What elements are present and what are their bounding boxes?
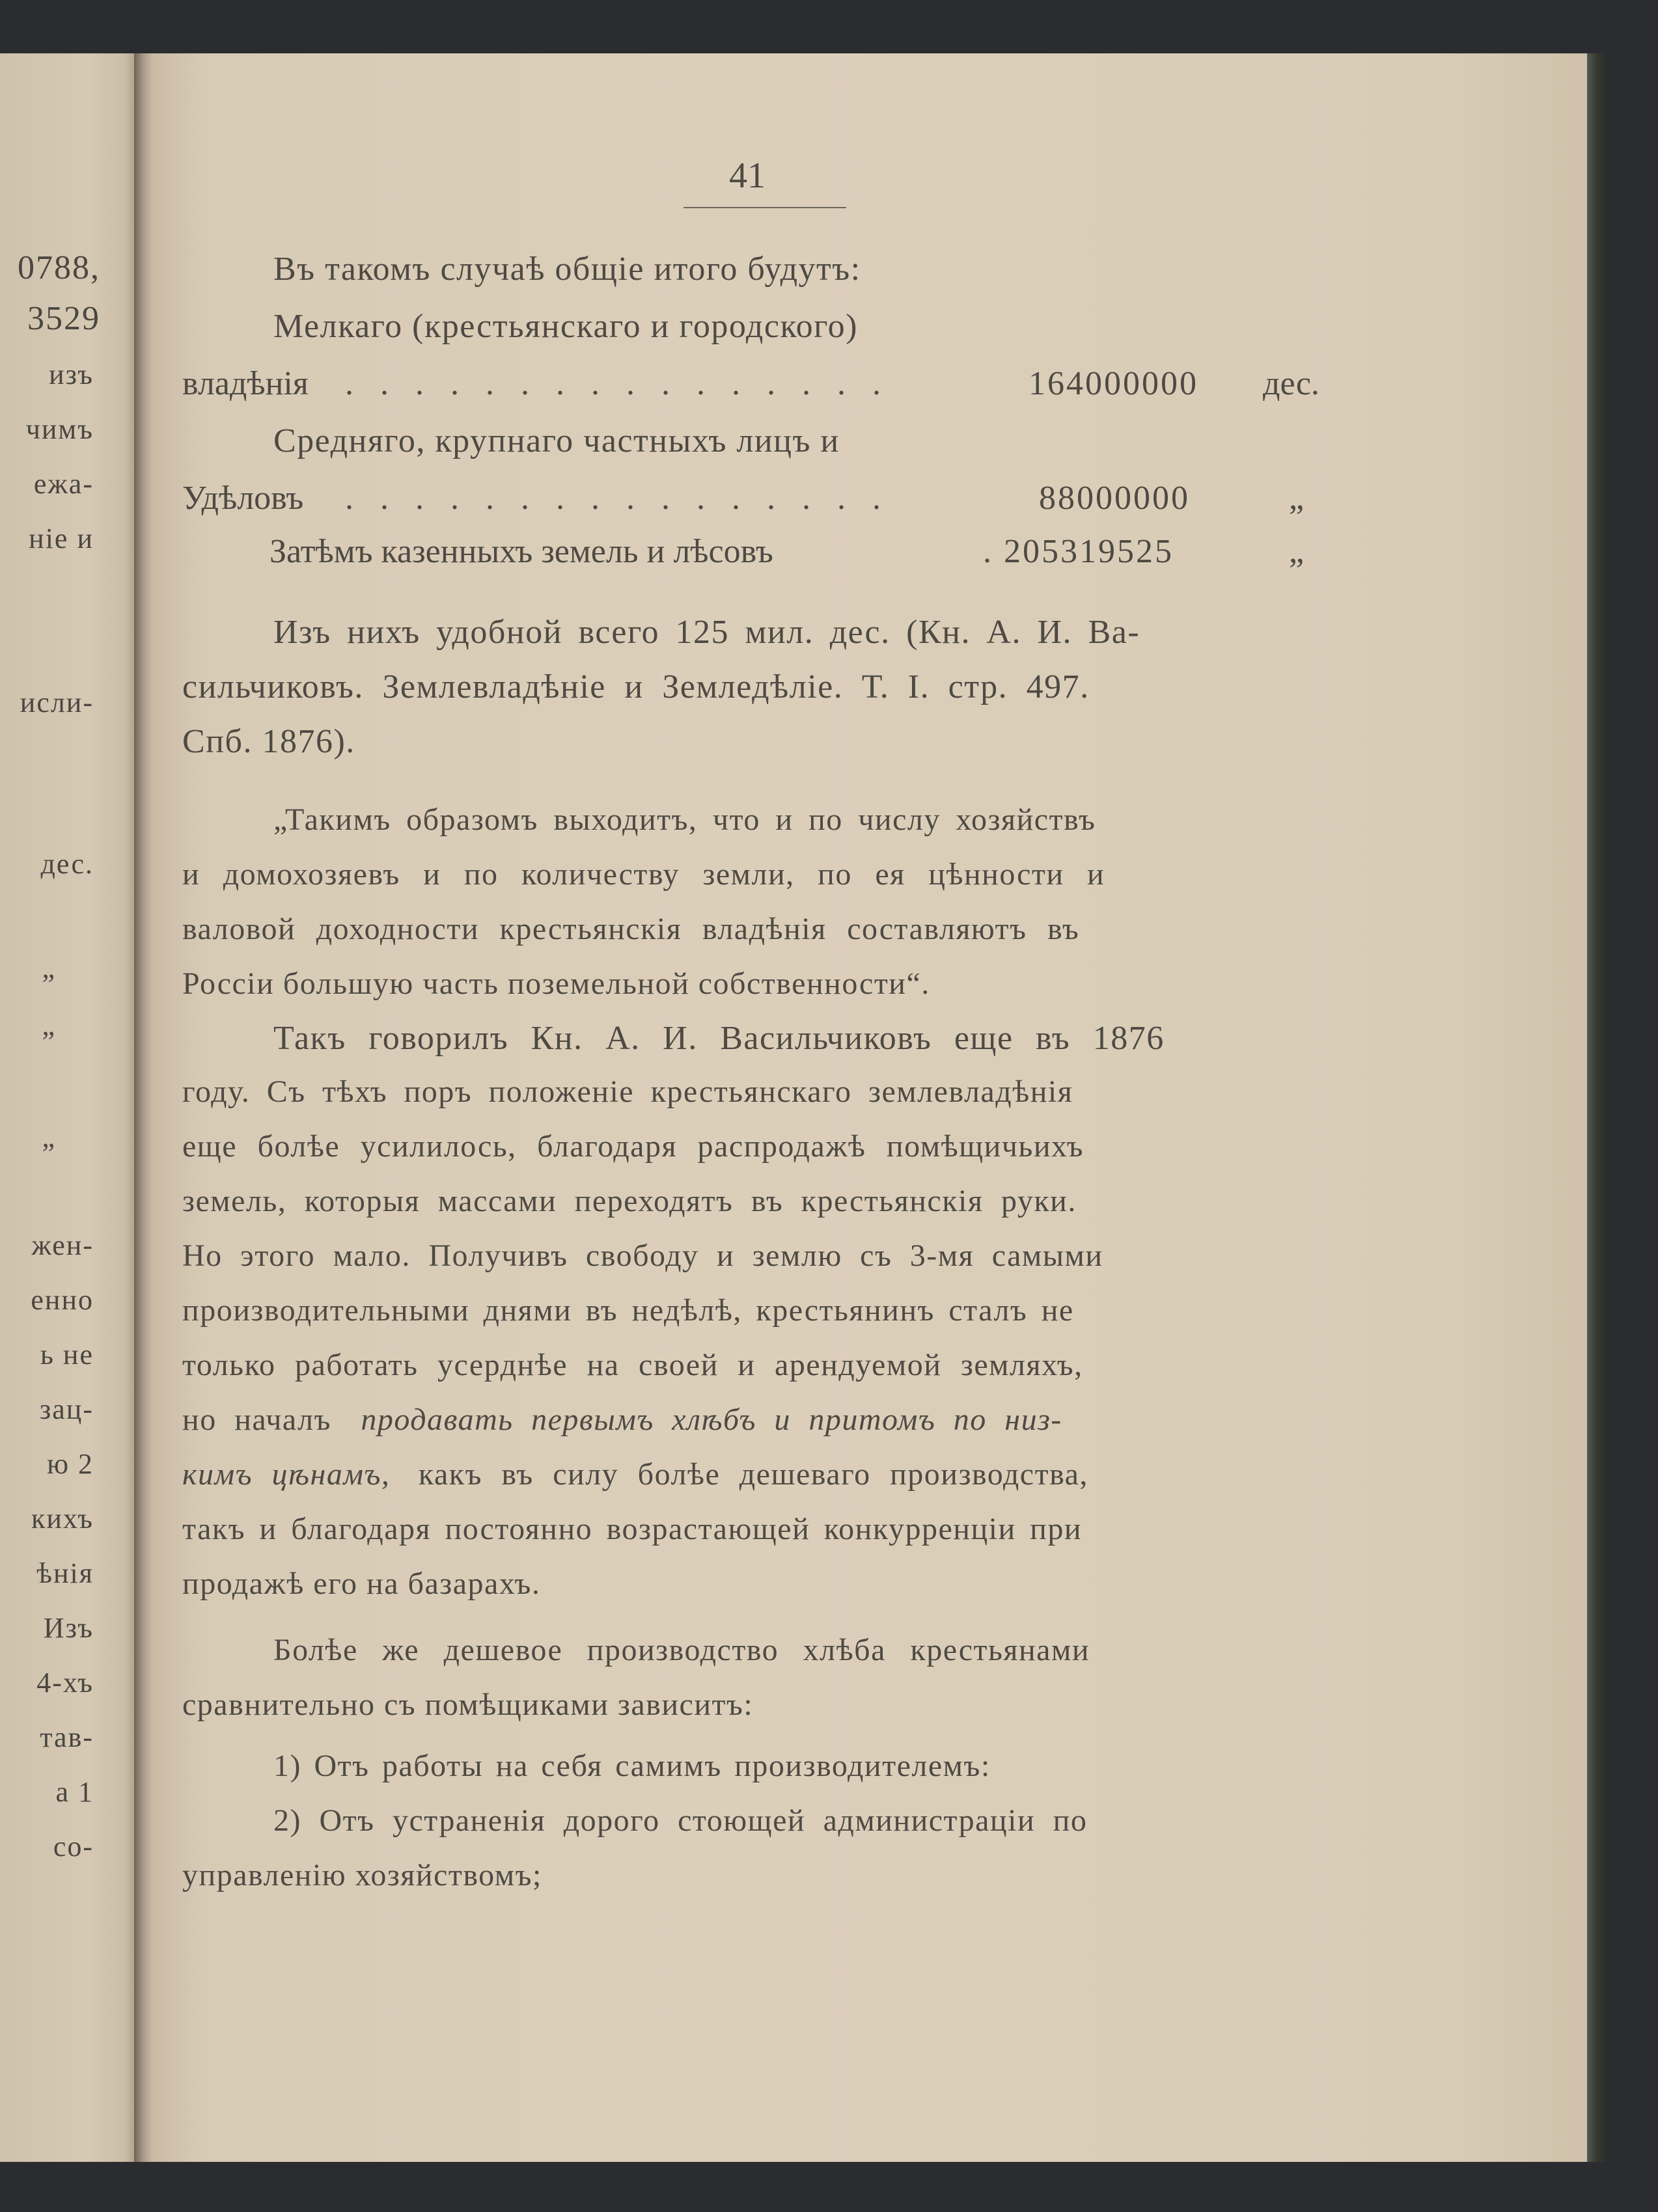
left-line: жен- — [31, 1229, 94, 1261]
row2-value: 88000000 — [1039, 480, 1190, 517]
left-line: тав- — [40, 1721, 94, 1753]
para1-line: Спб. 1876). — [182, 723, 355, 760]
left-line: кихъ — [31, 1503, 94, 1535]
leader-dots: . . . . . . . . . . . . . . . . — [345, 365, 890, 402]
para3-line: году. Съ тѣхъ поръ положеніе крестьянскаго землевладѣнія — [182, 1074, 1073, 1109]
row1-label-b: владѣнія — [182, 365, 309, 402]
plain-text: какъ въ силу болѣе дешеваго производства, — [418, 1457, 1088, 1492]
plain-text: но началъ — [182, 1402, 331, 1437]
left-line: чимъ — [25, 413, 94, 445]
left-line: ю 2 — [47, 1448, 94, 1480]
row1-value: 164000000 — [1029, 365, 1198, 402]
para3-mixed-line — [182, 1402, 1062, 1438]
left-line: изъ — [49, 359, 94, 390]
leader-dots: . . . . . . . . . . . . . . . . — [345, 480, 890, 517]
para3-mixed-line — [182, 1456, 1088, 1492]
page-number-rule — [684, 207, 846, 208]
row2-label-a: Средняго, крупнаго частныхъ лицъ и — [273, 422, 840, 459]
left-line: ѣнія — [36, 1557, 94, 1589]
row3-unit: „ — [1289, 533, 1305, 570]
left-line: „ — [42, 1121, 56, 1153]
para3-line: производительными днями въ недѣлѣ, крестьянинъ сталъ не — [182, 1293, 1074, 1328]
left-line: дес. — [40, 848, 94, 880]
left-line: зац- — [39, 1393, 94, 1425]
left-line: исли- — [20, 687, 94, 718]
para4-line: Болѣе же дешевое производство хлѣба крестьянами — [273, 1633, 1090, 1667]
italic-emphasis: продавать первымъ хлѣбъ и притомъ по низ- — [361, 1402, 1062, 1437]
para3-line: продажѣ его на базарахъ. — [182, 1566, 541, 1601]
row3-value: . 205319525 — [983, 533, 1174, 570]
left-page-fragment — [0, 53, 147, 2162]
italic-emphasis: кимъ цѣнамъ, — [182, 1457, 391, 1492]
left-line: енно — [31, 1284, 94, 1316]
left-line: со- — [53, 1831, 94, 1863]
para3-line: такъ и благодаря постоянно возрастающей конкурренціи при — [182, 1512, 1083, 1546]
para2-line: Россіи большую часть поземельной собственности“. — [182, 966, 930, 1001]
row1-label-a: Мелкаго (крестьянскаго и городского) — [273, 308, 858, 345]
para3-line: земель, которыя массами переходятъ въ крестьянскія руки. — [182, 1184, 1077, 1218]
left-line: 0788, — [18, 249, 100, 286]
row1-unit: дес. — [1263, 365, 1319, 402]
para3-line: Но этого мало. Получивъ свободу и землю съ 3-мя самыми — [182, 1238, 1103, 1273]
row2-unit: „ — [1289, 480, 1305, 517]
left-line: 3529 — [27, 300, 100, 337]
totals-intro: Въ такомъ случаѣ общіе итого будутъ: — [273, 251, 861, 288]
para2-line: и домохозяевъ и по количеству земли, по ея цѣнности и — [182, 857, 1105, 892]
para3-line: еще болѣе усилилось, благодаря распродажѣ помѣщичьихъ — [182, 1129, 1084, 1164]
list-item-1: 1) Отъ работы на себя самимъ производителемъ: — [273, 1749, 991, 1783]
left-line: „ — [42, 1009, 56, 1041]
left-line: ь не — [40, 1339, 94, 1371]
para1-line: сильчиковъ. Землевладѣніе и Земледѣліе. Т. І. стр. 497. — [182, 668, 1090, 705]
left-line: а 1 — [55, 1776, 94, 1808]
row3-label: Затѣмъ казенныхъ земель и лѣсовъ — [269, 533, 773, 570]
para4-line: сравнительно съ помѣщиками зависитъ: — [182, 1687, 754, 1722]
left-line: Изъ — [43, 1612, 94, 1644]
row2-label-b: Удѣловъ — [182, 480, 304, 517]
para3-line: Такъ говорилъ Кн. А. И. Васильчиковъ еще въ 1876 — [273, 1020, 1165, 1057]
left-line: 4-хъ — [36, 1667, 94, 1699]
book-gutter — [134, 53, 152, 2162]
left-line: „ — [42, 952, 56, 984]
para2-line: валовой доходности крестьянскія владѣнія составляютъ въ — [182, 912, 1080, 946]
left-line: ежа- — [33, 468, 94, 500]
list-item-2-line: управленію хозяйствомъ; — [182, 1858, 542, 1892]
para1-line: Изъ нихъ удобной всего 125 мил. дес. (Кн. А. И. Ва- — [273, 614, 1140, 651]
list-item-2-line: 2) Отъ устраненія дорого стоющей администраціи по — [273, 1803, 1088, 1838]
page-edge — [1587, 53, 1607, 2162]
page-number: 41 — [729, 156, 766, 196]
left-line: ніе и — [29, 523, 94, 554]
para3-line: только работать усерднѣе на своей и арендуемой земляхъ, — [182, 1348, 1083, 1382]
para2-line: „Такимъ образомъ выходитъ, что и по числу хозяйствъ — [273, 802, 1096, 837]
